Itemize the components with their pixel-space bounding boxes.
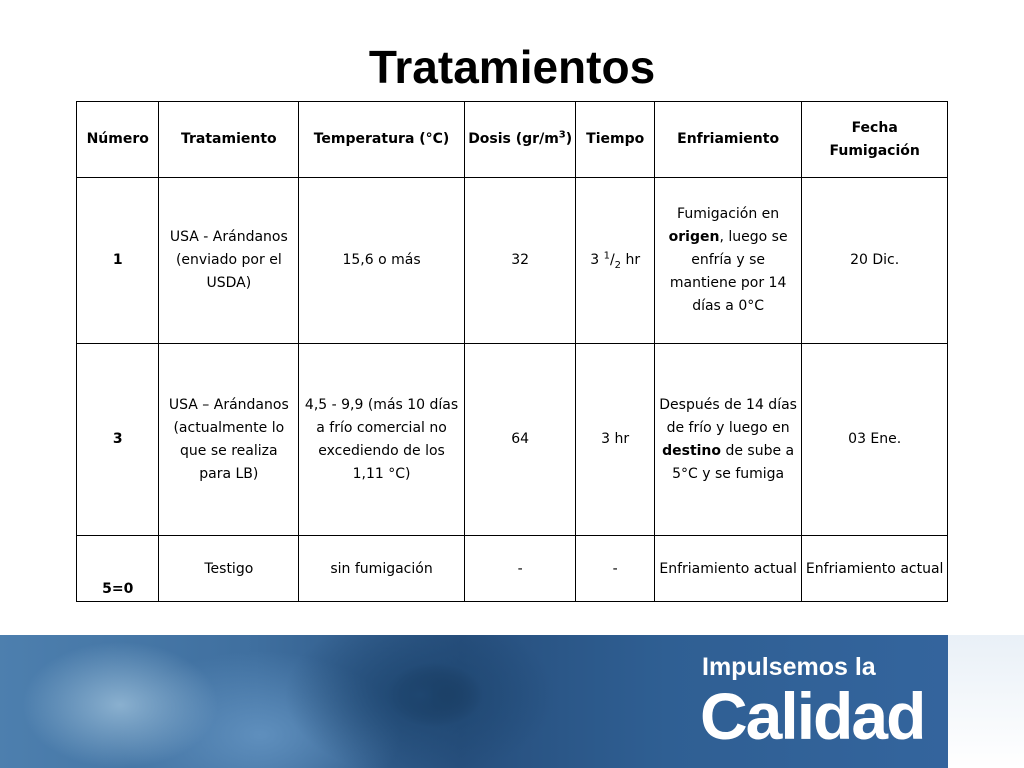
header-dosis — [464, 102, 576, 178]
cell-tiempo: 3 hr — [576, 344, 654, 536]
cell-temperatura: 4,5 - 9,9 (más 10 días a frío comercial no excediendo de los 1,11 °C) — [299, 344, 465, 536]
cell-enfriamiento — [654, 344, 801, 536]
tiempo-whole: 3 — [590, 252, 604, 268]
logo-line-1: Impulsemos la — [702, 653, 876, 681]
header-dosis-sup: 3 — [558, 129, 566, 141]
cell-enfriamiento: Enfriamiento actual — [654, 536, 801, 602]
cell-tiempo: - — [576, 536, 654, 602]
cell-numero: 3 — [77, 344, 159, 536]
logo-line-2: Calidad — [700, 679, 925, 753]
enfr-text-bold: origen — [668, 229, 720, 245]
cell-tratamiento: Testigo — [159, 536, 299, 602]
enfr-text-bold: destino — [662, 442, 722, 459]
cell-numero: 1 — [77, 178, 159, 344]
treatments-table — [76, 101, 948, 602]
table-header-row — [77, 102, 948, 178]
enfr-text-c: , luego se enfría y se mantiene por 14 días a 0°C — [669, 229, 788, 314]
banner-white-bar — [948, 635, 1024, 768]
tiempo-slash: / — [609, 252, 615, 268]
cell-tratamiento: USA – Arándanos (actualmente lo que se realiza para LB) — [159, 344, 299, 536]
header-tratamiento: Tratamiento — [159, 102, 299, 178]
cell-fecha: 20 Dic. — [802, 178, 948, 344]
tiempo-denominator: 2 — [614, 259, 622, 271]
header-enfriamiento: Enfriamiento — [654, 102, 801, 178]
enfr-text-c: de sube a 5°C y se fumiga — [672, 442, 795, 482]
cell-tiempo — [576, 178, 654, 344]
header-fecha: Fecha Fumigación — [802, 102, 948, 178]
table-row — [77, 344, 948, 536]
header-dosis-label: Dosis (gr/m — [468, 131, 559, 147]
cell-fecha: 03 Ene. — [802, 344, 948, 536]
header-tiempo: Tiempo — [576, 102, 654, 178]
cell-temperatura: 15,6 o más — [299, 178, 465, 344]
cell-fecha: Enfriamiento actual — [802, 536, 948, 602]
footer-banner-image — [0, 635, 1024, 768]
table-row — [77, 178, 948, 344]
enfr-text-a: Fumigación en — [677, 206, 780, 222]
cell-enfriamiento — [654, 178, 801, 344]
cell-dosis: - — [464, 536, 576, 602]
cell-dosis: 32 — [464, 178, 576, 344]
page-title: Tratamientos — [368, 41, 656, 93]
cell-temperatura: sin fumigación — [299, 536, 465, 602]
cell-dosis: 64 — [464, 344, 576, 536]
cell-tratamiento: USA - Arándanos (enviado por el USDA) — [159, 178, 299, 344]
header-dosis-suffix: ) — [565, 131, 573, 147]
tiempo-numerator: 1 — [603, 250, 610, 262]
header-numero: Número — [77, 102, 159, 178]
header-temperatura: Temperatura (°C) — [299, 102, 465, 178]
cell-numero: 5=0 — [77, 536, 159, 602]
table-row — [77, 536, 948, 602]
enfr-text-a: Después de 14 días de frío y luego en — [659, 396, 797, 436]
tiempo-unit: hr — [621, 252, 641, 268]
